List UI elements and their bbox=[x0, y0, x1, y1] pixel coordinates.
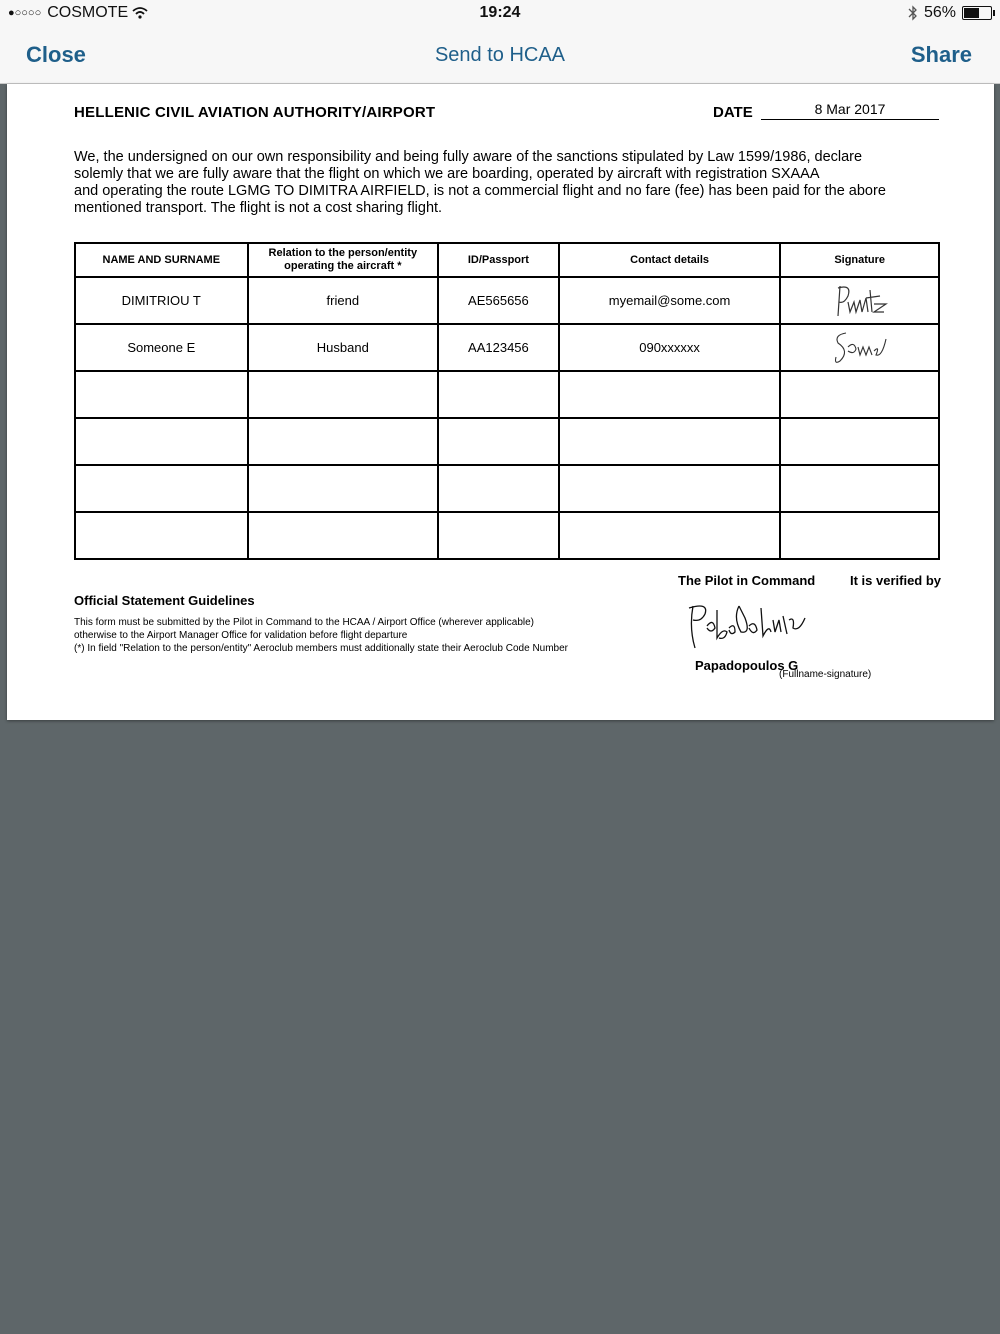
passenger-table bbox=[74, 242, 940, 560]
battery-icon bbox=[962, 6, 992, 20]
pilot-signature bbox=[683, 598, 813, 654]
cell-name: DIMITRIOU T bbox=[75, 277, 248, 324]
battery-fill bbox=[964, 8, 979, 18]
header-signature: Signature bbox=[780, 243, 939, 277]
guidelines-line: This form must be submitted by the Pilot in Command to the HCAA / Airport Office (wherever applicable) bbox=[74, 617, 535, 628]
cell-contact: myemail@some.com bbox=[559, 277, 781, 324]
cell-contact bbox=[559, 465, 781, 512]
guidelines-line: otherwise to the Airport Manager Office for validation before flight departure bbox=[74, 630, 408, 641]
status-time: 19:24 bbox=[479, 4, 521, 21]
cell-signature bbox=[780, 418, 939, 465]
cell-name bbox=[75, 418, 248, 465]
header-relation-line: operating the aircraft * bbox=[284, 260, 402, 272]
signal-strength-icon: ●○○○○ bbox=[8, 7, 42, 19]
cell-id bbox=[438, 512, 559, 559]
cell-signature bbox=[780, 465, 939, 512]
cell-name: Someone E bbox=[75, 324, 248, 371]
cell-id bbox=[438, 371, 559, 418]
table-row bbox=[75, 465, 939, 512]
nav-title: Send to HCAA bbox=[434, 44, 566, 66]
status-right bbox=[908, 4, 992, 22]
pilot-name-caption: (Fullname-signature) bbox=[779, 669, 872, 680]
cell-id: AA123456 bbox=[438, 324, 559, 371]
verified-by-label: It is verified by bbox=[850, 573, 942, 588]
authority-heading: HELLENIC CIVIL AVIATION AUTHORITY/AIRPORT bbox=[74, 104, 436, 121]
guidelines-line: (*) In field "Relation to the person/entity" Aeroclub members must additionally state their Aeroclub Code Number bbox=[74, 643, 569, 654]
passenger-signature-1 bbox=[830, 282, 890, 320]
cell-contact bbox=[559, 418, 781, 465]
table-row bbox=[75, 512, 939, 559]
table-row bbox=[75, 324, 939, 371]
cell-id: AE565656 bbox=[438, 277, 559, 324]
cell-name bbox=[75, 371, 248, 418]
cell-name bbox=[75, 465, 248, 512]
cell-id bbox=[438, 418, 559, 465]
navigation-bar bbox=[0, 28, 1000, 84]
declaration-line: solemly that we are fully aware that the flight on which we are boarding, operated by aircraft with registration SXAAA bbox=[74, 166, 820, 182]
pilot-name: Papadopoulos G bbox=[695, 658, 799, 673]
header-id: ID/Passport bbox=[438, 243, 559, 277]
battery-percent: 56% bbox=[923, 4, 956, 21]
declaration-text bbox=[74, 149, 914, 217]
carrier-name: COSMOTE bbox=[47, 4, 129, 21]
header-name: NAME AND SURNAME bbox=[75, 243, 248, 277]
date-value: 8 Mar 2017 bbox=[761, 101, 939, 120]
cell-signature bbox=[780, 277, 939, 324]
cell-contact bbox=[559, 512, 781, 559]
cell-relation: Husband bbox=[248, 324, 438, 371]
cell-relation bbox=[248, 512, 438, 559]
guidelines-text bbox=[74, 616, 674, 655]
cell-contact: 090xxxxxx bbox=[559, 324, 781, 371]
bluetooth-icon bbox=[908, 5, 918, 21]
cell-relation bbox=[248, 418, 438, 465]
table-row bbox=[75, 277, 939, 324]
cell-signature bbox=[780, 371, 939, 418]
cell-contact bbox=[559, 371, 781, 418]
cell-id bbox=[438, 465, 559, 512]
header-contact: Contact details bbox=[559, 243, 781, 277]
passenger-signature-2 bbox=[830, 329, 890, 367]
pilot-in-command-label: The Pilot in Command bbox=[678, 573, 816, 588]
table-row bbox=[75, 371, 939, 418]
cell-relation: friend bbox=[248, 277, 438, 324]
close-button[interactable]: Close bbox=[26, 42, 86, 67]
cell-name bbox=[75, 512, 248, 559]
date-label: DATE bbox=[713, 104, 753, 121]
declaration-line: mentioned transport. The flight is not a cost sharing flight. bbox=[74, 200, 443, 216]
header-relation bbox=[248, 243, 438, 277]
cell-signature bbox=[780, 324, 939, 371]
cell-relation bbox=[248, 371, 438, 418]
cell-relation bbox=[248, 465, 438, 512]
guidelines-title: Official Statement Guidelines bbox=[74, 593, 255, 608]
declaration-line: and operating the route LGMG TO DIMITRA AIRFIELD, is not a commercial flight and no fare (fee) has been paid for the abore bbox=[74, 183, 886, 199]
cell-signature bbox=[780, 512, 939, 559]
share-button[interactable]: Share bbox=[910, 42, 972, 67]
table-header-row bbox=[75, 243, 939, 277]
status-bar bbox=[0, 0, 1000, 28]
document-preview bbox=[7, 84, 994, 720]
declaration-line: We, the undersigned on our own responsibility and being fully aware of the sanctions stipulated by Law 1599/1986, declare bbox=[74, 149, 863, 165]
table-row bbox=[75, 418, 939, 465]
header-relation-line: Relation to the person/entity bbox=[268, 247, 418, 259]
